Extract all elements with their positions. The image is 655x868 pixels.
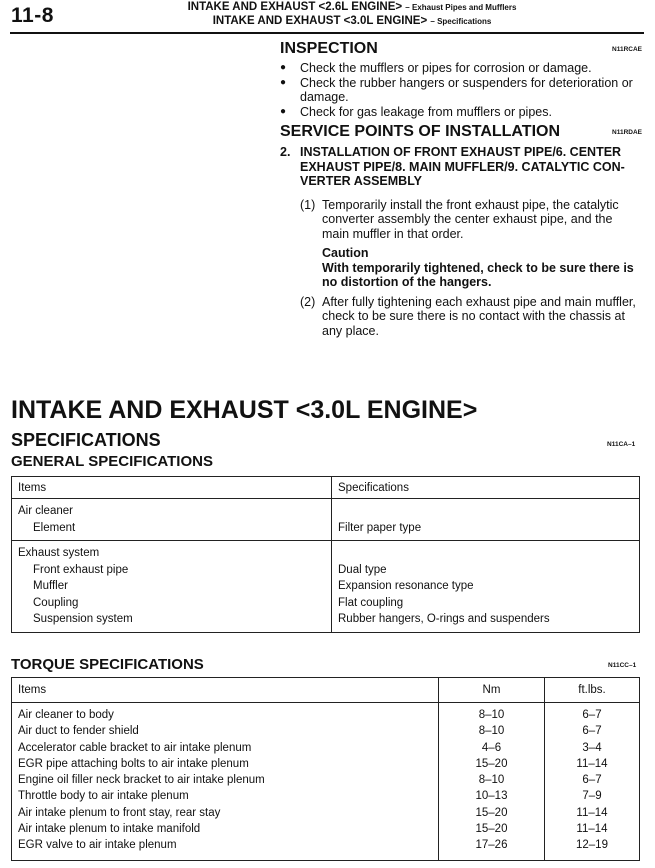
torque-item: Air intake plenum to front stay, rear stay	[12, 805, 439, 821]
torque-nm: 15–20	[439, 821, 545, 837]
column-header-items: Items	[12, 477, 332, 499]
torque-item: EGR valve to air intake plenum	[12, 837, 439, 860]
specifications-title: SPECIFICATIONS	[11, 430, 161, 450]
group-name: Air cleaner	[18, 505, 73, 517]
table-row	[12, 703, 640, 724]
item-name: Element	[33, 521, 76, 534]
sub-step-text: After fully tightening each exhaust pipe and main muffler, check to be sure there is no contact with the chassis at any place.	[322, 294, 636, 338]
torque-item: Air duct to fender shield	[12, 723, 439, 739]
item-name: Suspension system	[33, 613, 133, 625]
torque-nm: 4–6	[439, 740, 545, 756]
sub-step-number: (1)	[300, 197, 316, 212]
table-row-group	[12, 499, 640, 541]
service-points-section	[280, 123, 642, 338]
step-number: 2.	[280, 145, 291, 159]
torque-nm: 10–13	[439, 788, 545, 804]
group-name: Exhaust system	[18, 547, 100, 559]
torque-ftlbs: 11–14	[545, 805, 640, 821]
sub-step	[280, 295, 642, 339]
torque-ftlbs: 11–14	[545, 821, 640, 837]
item-name: Coupling	[33, 596, 79, 609]
inspection-item: ● Check the mufflers or pipes for corrosion or damage.	[280, 61, 642, 76]
torque-nm: 15–20	[439, 805, 545, 821]
torque-nm: 8–10	[439, 723, 545, 739]
column-header-items: Items	[12, 678, 439, 703]
header-rule	[10, 32, 644, 34]
torque-specifications-table	[11, 677, 640, 861]
items-cell	[12, 499, 332, 541]
items-cell	[12, 541, 332, 633]
torque-specifications-title: TORQUE SPECIFICATIONS	[11, 656, 204, 673]
spec-value: Filter paper type	[338, 521, 422, 534]
caution-label: Caution	[322, 246, 369, 260]
torque-nm: 8–10	[439, 703, 545, 724]
header-line1-sub: – Exhaust Pipes and Mufflers	[405, 3, 517, 12]
table-row	[12, 723, 640, 739]
sub-step	[280, 198, 642, 242]
sub-step-number: (2)	[300, 294, 316, 309]
torque-nm: 8–10	[439, 772, 545, 788]
table-row	[12, 740, 640, 756]
torque-ftlbs: 12–19	[545, 837, 640, 860]
torque-item: Accelerator cable bracket to air intake plenum	[12, 740, 439, 756]
torque-item: Throttle body to air intake plenum	[12, 788, 439, 804]
general-specifications-table	[11, 476, 640, 633]
table-row	[12, 821, 640, 837]
table-row	[12, 837, 640, 860]
service-points-code: N11RDAE	[612, 129, 642, 136]
torque-ftlbs: 6–7	[545, 703, 640, 724]
specifications-cell	[332, 499, 640, 541]
torque-ftlbs: 7–9	[545, 788, 640, 804]
torque-item: Air cleaner to body	[12, 703, 439, 724]
table-row	[12, 788, 640, 804]
spec-value: Flat coupling	[338, 596, 404, 609]
table-header-row	[12, 678, 640, 703]
inspection-title: INSPECTION	[280, 40, 378, 57]
caution-text: With temporarily tightened, check to be sure there is no distortion of the hangers.	[322, 260, 634, 289]
column-header-specifications: Specifications	[332, 477, 640, 499]
column-header-nm: Nm	[439, 678, 545, 703]
header-line1-main: INTAKE AND EXHAUST <2.6L ENGINE>	[187, 1, 403, 13]
general-specifications-title: GENERAL SPECIFICATIONS	[11, 453, 213, 470]
torque-ftlbs: 11–14	[545, 756, 640, 772]
inspection-code: N11RCAE	[612, 46, 642, 53]
item-name: Front exhaust pipe	[33, 563, 129, 576]
spec-value: Expansion resonance type	[338, 580, 474, 592]
torque-specifications-code: N11CC–1	[608, 662, 637, 669]
torque-ftlbs: 6–7	[545, 723, 640, 739]
step-title-text: INSTALLATION OF FRONT EXHAUST PIPE/6. CENTER EXHAUST PIPE/8. MAIN MUFFLER/9. CATALYTIC CON-VERTER ASSEMBLY	[300, 145, 625, 188]
service-points-title: SERVICE POINTS OF INSTALLATION	[280, 123, 561, 140]
header-line2-sub: – Specifications	[430, 17, 492, 26]
table-header-row	[12, 477, 640, 499]
page-number: 11-8	[11, 4, 54, 27]
torque-item: Air intake plenum to intake manifold	[12, 821, 439, 837]
main-title: INTAKE AND EXHAUST <3.0L ENGINE>	[11, 396, 478, 424]
inspection-item: ● Check for gas leakage from mufflers or pipes.	[280, 105, 642, 120]
table-row	[12, 772, 640, 788]
torque-ftlbs: 3–4	[545, 740, 640, 756]
spec-value: Rubber hangers, O-rings and suspenders	[338, 613, 550, 625]
spec-value: Dual type	[338, 563, 387, 576]
table-row-group	[12, 541, 640, 633]
running-header-line-2	[137, 15, 567, 27]
inspection-section	[280, 40, 642, 119]
item-name: Muffler	[33, 580, 68, 592]
torque-item: Engine oil filler neck bracket to air intake plenum	[12, 772, 439, 788]
table-row	[12, 756, 640, 772]
inspection-list	[280, 61, 642, 119]
table-row	[12, 805, 640, 821]
sub-step-text: Temporarily install the front exhaust pipe, the catalytic converter assembly the center exhaust pipe, and the main muffler in that order.	[322, 197, 619, 241]
header-line2-main: INTAKE AND EXHAUST <3.0L ENGINE>	[212, 15, 428, 27]
torque-nm: 17–26	[439, 837, 545, 860]
running-header-line-1	[137, 1, 567, 13]
specifications-code: N11CA–1	[607, 441, 636, 448]
inspection-item: ● Check the rubber hangers or suspenders for deterioration or damage.	[280, 76, 642, 105]
torque-ftlbs: 6–7	[545, 772, 640, 788]
torque-nm: 15–20	[439, 756, 545, 772]
column-header-ftlbs: ft.lbs.	[545, 678, 640, 703]
torque-item: EGR pipe attaching bolts to air intake plenum	[12, 756, 439, 772]
specifications-cell	[332, 541, 640, 633]
step-title	[280, 145, 642, 189]
